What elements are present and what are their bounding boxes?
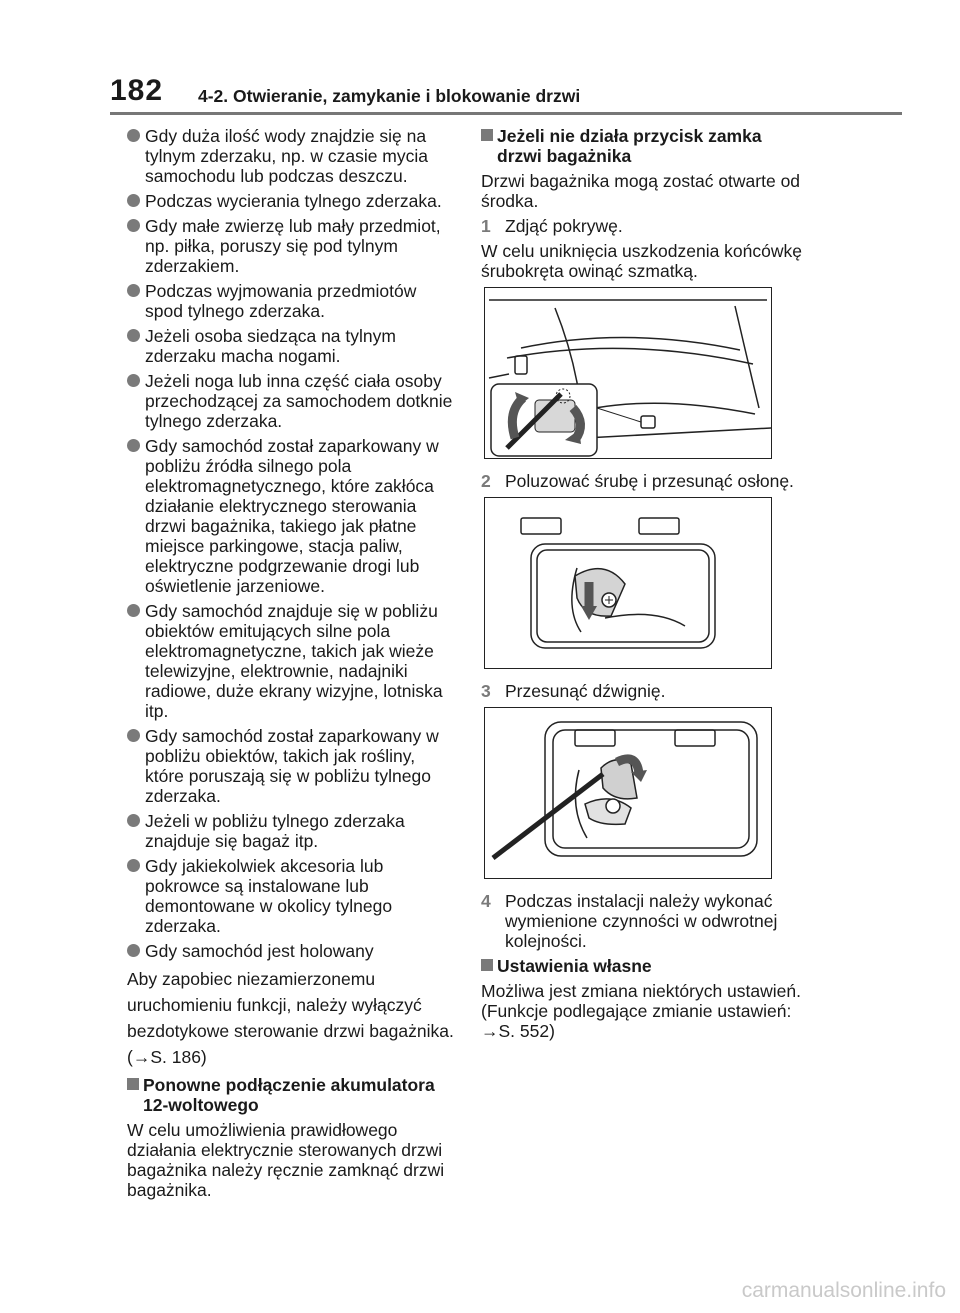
manual-open-heading: Jeżeli nie działa przycisk zamka drzwi bagażnika [481, 126, 811, 166]
list-item: Jeżeli noga lub inna część ciała osoby przechodzącej za samochodem dotknie tylnego zderzaka. [127, 371, 457, 431]
step-2 [481, 471, 811, 491]
reconnect-text: W celu umożliwienia prawidłowego działania elektrycznie sterowanych drzwi bagażnika należy ręcznie zamknąć drzwi bagażnika. [127, 1120, 445, 1200]
bullet-dot-icon [127, 329, 140, 342]
bullet-dot-icon [127, 374, 140, 387]
step-4 [481, 891, 811, 951]
step-1 [481, 216, 811, 236]
step-text: Podczas instalacji należy wykonać wymienione czynności w odwrotnej kolejności. [505, 891, 778, 951]
intro-text: Drzwi bagażnika mogą zostać otwarte od środka. [481, 171, 801, 211]
bullet-dot-icon [127, 729, 140, 742]
cover-removal-illustration [484, 287, 772, 459]
list-item: Podczas wyjmowania przedmiotów spod tylnego zderzaka. [127, 281, 457, 321]
list-item: Gdy duża ilość wody znajdzie się na tylnym zderzaku, np. w czasie mycia samochodu lub podczas deszczu. [127, 126, 457, 186]
lever-slide-illustration [484, 707, 772, 879]
list-item: Gdy małe zwierzę lub mały przedmiot, np. piłka, poruszy się pod tylnym zderzakiem. [127, 216, 457, 276]
list-item: Gdy samochód znajduje się w pobliżu obiektów emitujących silne pola elektromagnetyczne, takich jak wieże telewizyjne, elektrownie, nadajniki radiowe, duże ekrany wizyjne, lotniska itp. [127, 601, 457, 721]
bullet-dot-icon [127, 859, 140, 872]
list-item: Jeżeli w pobliżu tylnego zderzaka znajduje się bagaż itp. [127, 811, 457, 851]
screw-loosen-illustration [484, 497, 772, 669]
prevent-text: Aby zapobiec niezamierzonemu uruchomieniu funkcji, należy wyłączyć bezdotykowe sterowanie drzwi bagażnika. [127, 969, 454, 1041]
step-text: Przesunąć dźwignię. [505, 681, 666, 701]
bullet-dot-icon [127, 604, 140, 617]
list-item: Gdy samochód został zaparkowany w pobliżu źródła silnego pola elektromagnetycznego, które zakłóca działanie elektrycznego sterowania drzwi bagażnika, takiego jak płatne miejsce parkingowe, stacja paliw, elektryczne podgrzewanie drogi lub oświetlenie jarzeniowe. [127, 436, 457, 596]
bullet-dot-icon [127, 439, 140, 452]
prevent-paragraph [127, 966, 457, 1070]
heading-square-icon [481, 129, 493, 141]
page-number: 182 [110, 74, 164, 107]
bullet-dot-icon [127, 194, 140, 207]
list-item: Gdy samochód został zaparkowany w pobliżu obiektów, takich jak rośliny, które poruszają się w pobliżu tylnego zderzaka. [127, 726, 457, 806]
reconnect-heading: Ponowne podłączenie akumulatora 12-woltowego [127, 1075, 457, 1115]
step-text: Zdjąć pokrywę. [505, 216, 623, 236]
list-item: Podczas wycierania tylnego zderzaka. [127, 191, 457, 211]
left-column [127, 126, 457, 1205]
header-divider [110, 112, 902, 115]
list-item: Gdy jakiekolwiek akcesoria lub pokrowce są instalowane lub demontowane w okolicy tylnego zderzaka. [127, 856, 457, 936]
heading-square-icon [481, 959, 493, 971]
watermark: carmanualsonline.info [741, 1279, 946, 1302]
list-item: Jeżeli osoba siedząca na tylnym zderzaku macha nogami. [127, 326, 457, 366]
section-title: 4-2. Otwieranie, zamykanie i blokowanie drzwi [198, 86, 581, 106]
bullet-dot-icon [127, 944, 140, 957]
step-1-note: W celu uniknięcia uszkodzenia końcówkę śrubokręta owinąć szmatką. [481, 241, 802, 281]
right-column [481, 126, 811, 1046]
list-item: Gdy samochód jest holowany [127, 941, 457, 961]
bullet-dot-icon [127, 284, 140, 297]
page-header [110, 74, 902, 118]
step-number: 4 [481, 891, 491, 911]
bullet-dot-icon [127, 814, 140, 827]
step-number: 1 [481, 216, 491, 236]
custom-settings-heading: Ustawienia własne [481, 956, 811, 976]
heading-square-icon [127, 1078, 139, 1090]
step-number: 3 [481, 681, 491, 701]
custom-settings-text: Możliwa jest zmiana niektórych ustawień. (Funkcje podlegające zmianie ustawień: →S. 552) [481, 981, 801, 1041]
step-3 [481, 681, 811, 701]
step-text: Poluzować śrubę i przesunąć osłonę. [505, 471, 794, 491]
bullet-dot-icon [127, 219, 140, 232]
page-reference-link[interactable]: (→S. 186) [127, 1047, 207, 1067]
bullet-dot-icon [127, 129, 140, 142]
step-number: 2 [481, 471, 491, 491]
